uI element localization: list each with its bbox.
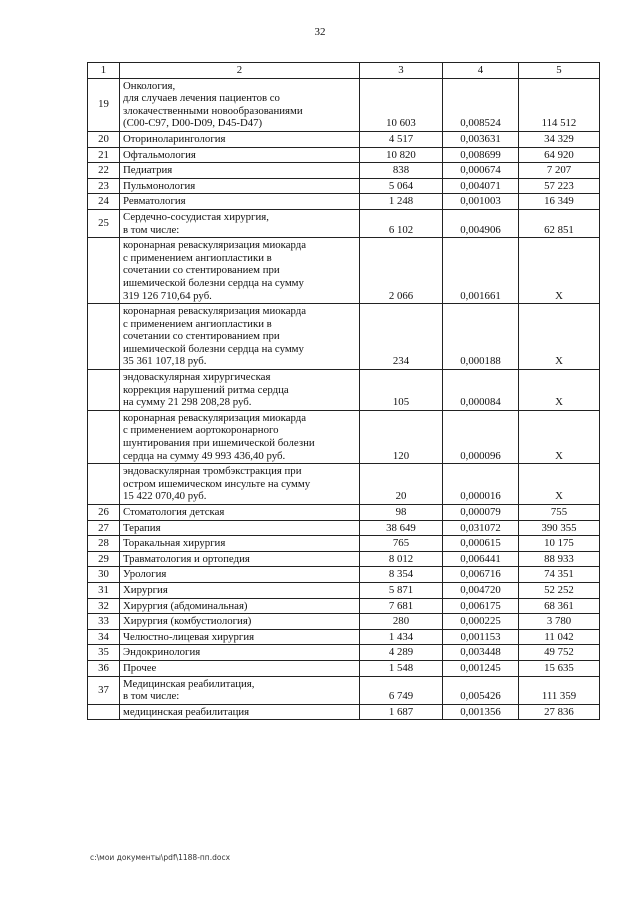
- row-number-cell: 33: [88, 614, 120, 630]
- row-name-cell: Травматология и ортопедия: [120, 551, 360, 567]
- row-name-cell: Прочее: [120, 660, 360, 676]
- coefficient-cell: 0,004906: [443, 209, 519, 237]
- row-number-cell: [88, 304, 120, 370]
- table-row: [88, 704, 600, 720]
- coefficient-cell: 0,031072: [443, 520, 519, 536]
- row-name-cell: медицинская реабилитация: [120, 704, 360, 720]
- count-cell: 2 066: [360, 238, 443, 304]
- row-number-cell: 26: [88, 505, 120, 521]
- table-row: [88, 464, 600, 505]
- amount-cell: X: [519, 238, 600, 304]
- row-number-cell: 24: [88, 194, 120, 210]
- amount-cell: 16 349: [519, 194, 600, 210]
- count-cell: 7 681: [360, 598, 443, 614]
- row-name-cell: Медицинская реабилитация, в том числе:: [120, 676, 360, 704]
- table-row: [88, 505, 600, 521]
- coefficient-cell: 0,006716: [443, 567, 519, 583]
- amount-cell: 114 512: [519, 78, 600, 131]
- row-number-cell: 35: [88, 645, 120, 661]
- table-row: [88, 520, 600, 536]
- count-cell: 1 248: [360, 194, 443, 210]
- amount-cell: 52 252: [519, 582, 600, 598]
- row-name-cell: Урология: [120, 567, 360, 583]
- row-name-cell: Ревматология: [120, 194, 360, 210]
- row-name-cell: Хирургия (комбустиология): [120, 614, 360, 630]
- coefficient-cell: 0,001661: [443, 238, 519, 304]
- amount-cell: 27 836: [519, 704, 600, 720]
- amount-cell: 68 361: [519, 598, 600, 614]
- coefficient-cell: 0,003631: [443, 131, 519, 147]
- table-row: [88, 551, 600, 567]
- page-number: 32: [314, 26, 326, 38]
- count-cell: 5 064: [360, 178, 443, 194]
- row-number-cell: [88, 704, 120, 720]
- count-cell: 4 289: [360, 645, 443, 661]
- coefficient-cell: 0,001153: [443, 629, 519, 645]
- count-cell: 4 517: [360, 131, 443, 147]
- coefficient-cell: 0,000225: [443, 614, 519, 630]
- amount-cell: X: [519, 370, 600, 411]
- coefficient-cell: 0,000084: [443, 370, 519, 411]
- count-cell: 8 354: [360, 567, 443, 583]
- row-number-cell: 29: [88, 551, 120, 567]
- table-row: [88, 194, 600, 210]
- amount-cell: 49 752: [519, 645, 600, 661]
- table-row: [88, 370, 600, 411]
- row-name-cell: Торакальная хирургия: [120, 536, 360, 552]
- row-number-cell: [88, 410, 120, 463]
- table-row: [88, 410, 600, 463]
- table-row: [88, 147, 600, 163]
- count-cell: 280: [360, 614, 443, 630]
- row-number-cell: [88, 238, 120, 304]
- row-name-cell: эндоваскулярная тромбэкстракция при остром ишемическом инсульте на сумму 15 422 070,40 руб.: [120, 464, 360, 505]
- count-cell: 38 649: [360, 520, 443, 536]
- count-cell: 234: [360, 304, 443, 370]
- count-cell: 1 687: [360, 704, 443, 720]
- coefficient-cell: 0,008699: [443, 147, 519, 163]
- amount-cell: 111 359: [519, 676, 600, 704]
- amount-cell: X: [519, 410, 600, 463]
- row-name-cell: Офтальмология: [120, 147, 360, 163]
- coefficient-cell: 0,001245: [443, 660, 519, 676]
- count-cell: 1 434: [360, 629, 443, 645]
- count-cell: 765: [360, 536, 443, 552]
- coefficient-cell: 0,000674: [443, 163, 519, 179]
- coefficient-cell: 0,000615: [443, 536, 519, 552]
- count-cell: 6 749: [360, 676, 443, 704]
- table-row: [88, 629, 600, 645]
- row-number-cell: 27: [88, 520, 120, 536]
- row-number-cell: 22: [88, 163, 120, 179]
- count-cell: 10 820: [360, 147, 443, 163]
- amount-cell: X: [519, 464, 600, 505]
- row-number-cell: [88, 370, 120, 411]
- count-cell: 838: [360, 163, 443, 179]
- count-cell: 120: [360, 410, 443, 463]
- header-cell: 4: [443, 63, 519, 79]
- data-table: [87, 62, 600, 720]
- table-row: [88, 209, 600, 237]
- row-number-cell: 23: [88, 178, 120, 194]
- table-row: [88, 598, 600, 614]
- file-path-footer: c:\мои документы\pdf\1188-пп.docx: [90, 853, 231, 862]
- count-cell: 1 548: [360, 660, 443, 676]
- row-name-cell: Терапия: [120, 520, 360, 536]
- amount-cell: 7 207: [519, 163, 600, 179]
- amount-cell: 34 329: [519, 131, 600, 147]
- coefficient-cell: 0,008524: [443, 78, 519, 131]
- header-cell: 1: [88, 63, 120, 79]
- row-name-cell: Оториноларингология: [120, 131, 360, 147]
- row-number-cell: 21: [88, 147, 120, 163]
- table-row: [88, 582, 600, 598]
- amount-cell: 74 351: [519, 567, 600, 583]
- row-number-cell: 19: [88, 78, 120, 131]
- row-number-cell: 36: [88, 660, 120, 676]
- row-name-cell: Стоматология детская: [120, 505, 360, 521]
- row-number-cell: 25: [88, 209, 120, 237]
- amount-cell: 11 042: [519, 629, 600, 645]
- row-name-cell: коронарная реваскуляризация миокарда с применением аортокоронарного шунтирования при ишемической болезни сердца на сумму 49 993 436,40 руб.: [120, 410, 360, 463]
- table-row: [88, 178, 600, 194]
- count-cell: 98: [360, 505, 443, 521]
- row-name-cell: Пульмонология: [120, 178, 360, 194]
- coefficient-cell: 0,006175: [443, 598, 519, 614]
- amount-cell: 15 635: [519, 660, 600, 676]
- row-number-cell: 34: [88, 629, 120, 645]
- count-cell: 10 603: [360, 78, 443, 131]
- coefficient-cell: 0,000188: [443, 304, 519, 370]
- coefficient-cell: 0,001003: [443, 194, 519, 210]
- coefficient-cell: 0,004071: [443, 178, 519, 194]
- row-number-cell: 32: [88, 598, 120, 614]
- amount-cell: 390 355: [519, 520, 600, 536]
- coefficient-cell: 0,003448: [443, 645, 519, 661]
- row-name-cell: Сердечно-сосудистая хирургия, в том числе:: [120, 209, 360, 237]
- table-row: [88, 567, 600, 583]
- coefficient-cell: 0,005426: [443, 676, 519, 704]
- coefficient-cell: 0,000079: [443, 505, 519, 521]
- coefficient-cell: 0,000096: [443, 410, 519, 463]
- row-name-cell: Хирургия: [120, 582, 360, 598]
- table-row: [88, 614, 600, 630]
- amount-cell: X: [519, 304, 600, 370]
- row-number-cell: 31: [88, 582, 120, 598]
- header-cell: 3: [360, 63, 443, 79]
- row-name-cell: коронарная реваскуляризация миокарда с применением ангиопластики в сочетании со стентированием при ишемической болезни сердца на сумму 319 126 710,64 руб.: [120, 238, 360, 304]
- amount-cell: 57 223: [519, 178, 600, 194]
- table-row: [88, 660, 600, 676]
- row-name-cell: Эндокринология: [120, 645, 360, 661]
- count-cell: 20: [360, 464, 443, 505]
- row-number-cell: 30: [88, 567, 120, 583]
- coefficient-cell: 0,004720: [443, 582, 519, 598]
- coefficient-cell: 0,006441: [443, 551, 519, 567]
- amount-cell: 10 175: [519, 536, 600, 552]
- amount-cell: 88 933: [519, 551, 600, 567]
- coefficient-cell: 0,000016: [443, 464, 519, 505]
- table-row: [88, 238, 600, 304]
- amount-cell: 64 920: [519, 147, 600, 163]
- table-header-row: [88, 63, 600, 79]
- row-name-cell: эндоваскулярная хирургическая коррекция нарушений ритма сердца на сумму 21 298 208,28 руб.: [120, 370, 360, 411]
- row-name-cell: коронарная реваскуляризация миокарда с применением ангиопластики в сочетании со стентированием при ишемической болезни сердца на сумму 35 361 107,18 руб.: [120, 304, 360, 370]
- table-row: [88, 304, 600, 370]
- row-number-cell: 20: [88, 131, 120, 147]
- amount-cell: 62 851: [519, 209, 600, 237]
- row-name-cell: Онкология, для случаев лечения пациентов со злокачественными новообразованиями (C00-C97, D00-D09, D45-D47): [120, 78, 360, 131]
- row-number-cell: 37: [88, 676, 120, 704]
- coefficient-cell: 0,001356: [443, 704, 519, 720]
- header-cell: 5: [519, 63, 600, 79]
- table-row: [88, 163, 600, 179]
- table-row: [88, 645, 600, 661]
- header-cell: 2: [120, 63, 360, 79]
- table-row: [88, 676, 600, 704]
- table-row: [88, 78, 600, 131]
- count-cell: 8 012: [360, 551, 443, 567]
- row-name-cell: Челюстно-лицевая хирургия: [120, 629, 360, 645]
- count-cell: 105: [360, 370, 443, 411]
- amount-cell: 3 780: [519, 614, 600, 630]
- table-row: [88, 536, 600, 552]
- row-name-cell: Педиатрия: [120, 163, 360, 179]
- amount-cell: 755: [519, 505, 600, 521]
- count-cell: 6 102: [360, 209, 443, 237]
- count-cell: 5 871: [360, 582, 443, 598]
- table-row: [88, 131, 600, 147]
- row-name-cell: Хирургия (абдоминальная): [120, 598, 360, 614]
- row-number-cell: [88, 464, 120, 505]
- row-number-cell: 28: [88, 536, 120, 552]
